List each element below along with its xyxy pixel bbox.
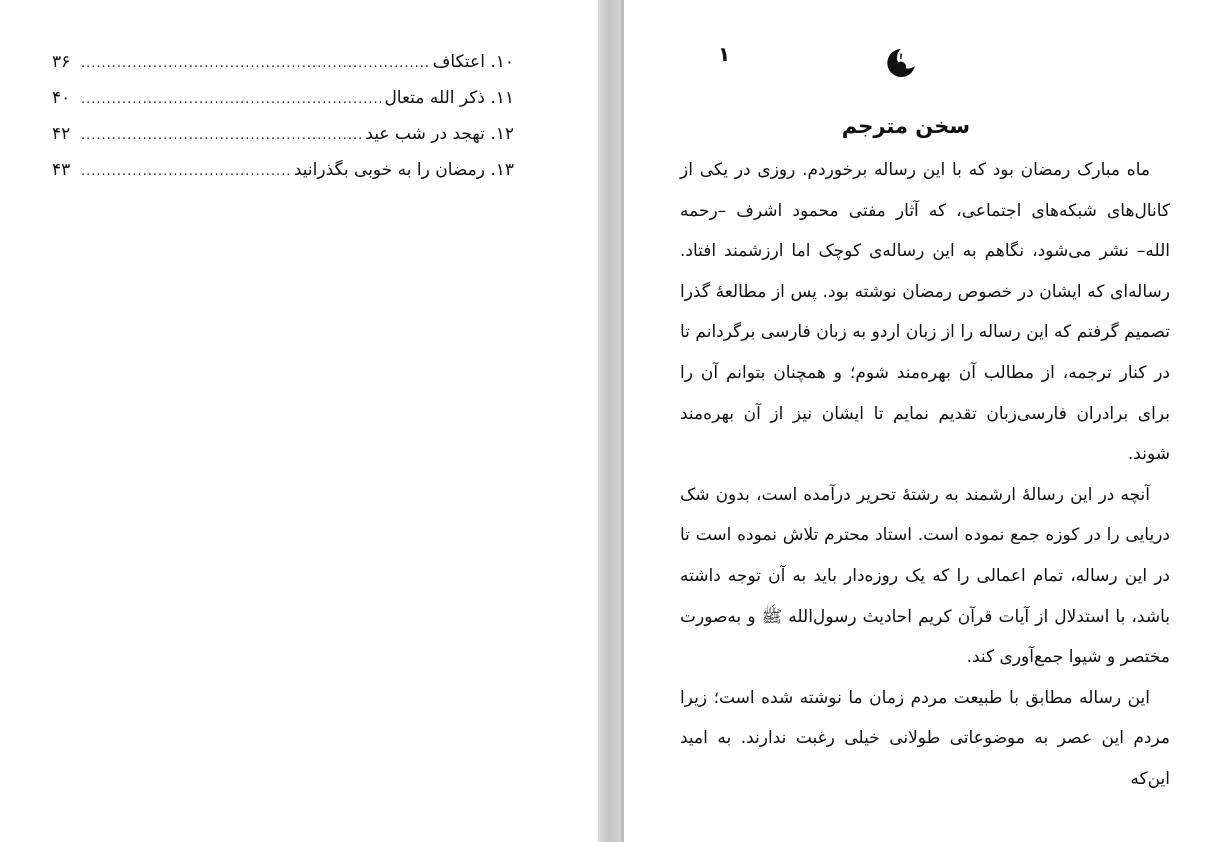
toc-item-page: ۴۳ xyxy=(52,160,71,180)
section-heading: سخن مترجم xyxy=(841,114,970,138)
toc-dot-leader xyxy=(81,92,381,107)
toc-row xyxy=(52,52,514,88)
toc-item-title: ۱۱. ذکر الله متعال xyxy=(384,88,514,108)
mosque-crescent-icon xyxy=(884,46,918,80)
toc-item-page: ۳۶ xyxy=(52,52,71,72)
toc-item-page: ۴۰ xyxy=(52,88,71,108)
toc-item-page: ۴۲ xyxy=(52,124,71,144)
body-text xyxy=(680,150,1170,800)
toc-item-title: ۱۲. تهجد در شب عید xyxy=(365,124,514,144)
table-of-contents xyxy=(52,52,514,196)
book-gutter xyxy=(598,0,624,842)
toc-dot-leader xyxy=(81,128,362,143)
toc-item-title: ۱۳. رمضان را به خوبی بگذرانید xyxy=(293,160,514,180)
toc-row xyxy=(52,124,514,160)
paragraph: این رساله مطابق با طبیعت مردم زمان ما نوشته شده است؛ زیرا مردم این عصر به موضوعاتی طولانی خیلی رغبت ندارند. به امید این‌که xyxy=(680,687,1170,789)
toc-row xyxy=(52,160,514,196)
toc-row xyxy=(52,88,514,124)
paragraph: ماه مبارک رمضان بود که با این رساله برخوردم. روزی در یکی از کانال‌های شبکه‌های اجتماعی، که آثار مفتی محمود اشرف –رحمه الله– نشر می‌شود، نگاهم به این رساله‌ی کوچک اما ارزشمند افتاد. رساله‌ای که ایشان در خصوص رمضان نوشته بود. پس از مطالعۀ گذرا تصمیم گرفتم که این رساله را از زبان اردو به زبان فارسی برگردانم تا در کنار ترجمه، از مطالب آن بهره‌مند شوم؛ و همچنان بتوانم آن را برای برادران فارسی‌زبان تقدیم نمایم تا ایشان نیز از آن بهره‌مند شوند. xyxy=(680,160,1170,465)
toc-dot-leader xyxy=(81,164,291,179)
page-number: ۱ xyxy=(718,42,731,66)
left-page xyxy=(0,0,598,842)
toc-dot-leader xyxy=(81,56,430,71)
toc-item-title: ۱۰. اعتکاف xyxy=(432,52,514,72)
paragraph: آنچه در این رسالۀ ارشمند به رشتۀ تحریر درآمده است، بدون شک دریایی را در کوزه جمع نموده است. استاد محترم تلاش نموده است تا در این رساله، تمام اعمالی را که یک روزه‌دار باید به آن توجه داشته باشد، با استدلال از آیات قرآن کریم احادیث رسول‌الله ﷺ و به‌صورت مختصر و شیوا جمع‌آوری کند. xyxy=(680,484,1170,668)
